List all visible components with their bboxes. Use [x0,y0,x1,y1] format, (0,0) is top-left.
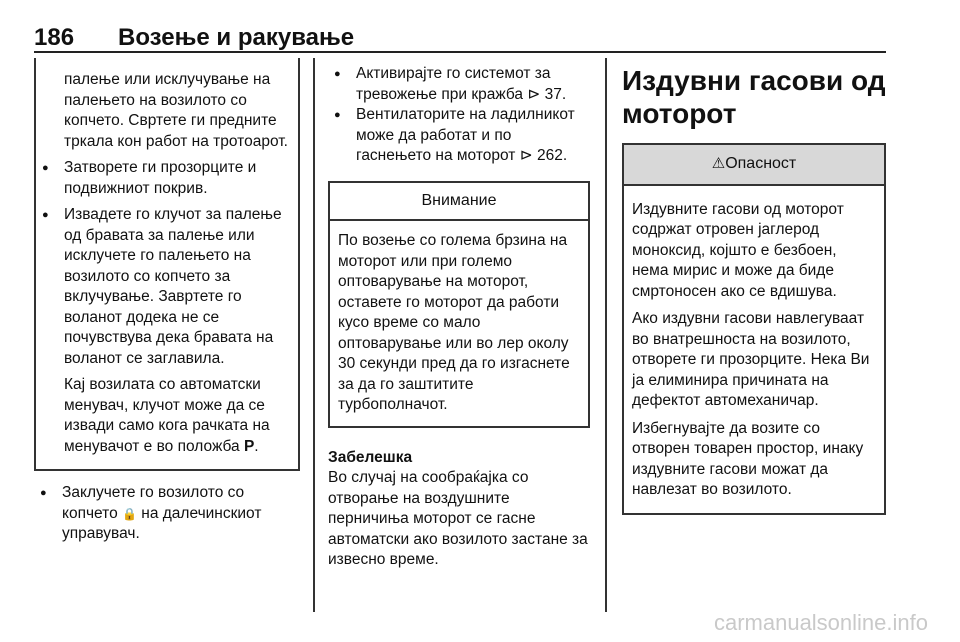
list-item-text: Затворете ги прозорците и подвижниот покрив. [64,159,257,197]
section-title: Издувни гасови од моторот [622,65,886,129]
page-number: 186 [34,24,75,51]
column-divider-1 [313,58,315,612]
list-item-text: на далечинскиот управувач. [62,504,262,542]
note-title: Забелешка [328,448,413,466]
column-3 [622,64,886,515]
box-paragraph: палење или исклучување на палењето на возилото со копчето. Свртете ги предните тркала кон работ на тротоарот. [64,71,288,150]
watermark: carmanualsonline.info [713,610,928,635]
danger-paragraph: Избегнувајте да возите со отворен товарен простор, инаку издувните гасови можат да навлезат во возилото. [632,419,864,498]
column-2 [328,64,590,571]
header-rule [34,51,886,53]
list-item-text: Вентилаторите на ладилникот може да работат и по гаснењето на моторот [356,106,575,164]
danger-header [624,145,884,186]
reference-arrow-icon: ⊳ [519,147,533,164]
warning-triangle-icon: ⚠ [711,155,726,172]
list-item [36,158,292,199]
danger-body [624,186,884,513]
gear-position-p: P [243,437,255,455]
page-reference: 37. [544,85,567,103]
danger-paragraph: Ако издувни гасови навлегуваат во внатрешноста на возилото, отворете ги прозорците. Нека Ви ја елиминира причината на дефектот автомеханичар. [632,310,870,409]
text-run: Кај возилата со автоматски менувач, клучот може да се извади само кога рачката на менувачот е во положба [64,376,270,455]
list-item [328,105,590,167]
box-paragraph-automatic [64,375,292,457]
caution-box [328,181,590,428]
note-body: Во случај на сообраќајка со отворање на воздушните перничиња моторот се гасне автоматски ако возилото застане за извесно време. [328,469,588,568]
list-item [36,205,292,369]
page-title: Возење и ракување [118,24,355,51]
column-1 [34,58,300,545]
danger-title: Опасност [725,155,797,172]
list-item-text: Активирајте го системот за тревожење при кражба [356,65,551,103]
caution-body: По возење со голема брзина на моторот или при големо оптоварување на моторот, оставете го моторот да работи кусо време со мало оптоварување или во лер околу 30 секунди пред да го изгаснете за да го заштитите турбополначот. [338,232,570,413]
danger-paragraph: Издувните гасови од моторот содржат отровен јаглерод моноксид, којшто е безбоен, нема мирис и може да биде смртоносен ако се вдишува. [632,200,844,300]
list-item [34,483,300,545]
reference-arrow-icon: ⊳ [527,85,541,103]
list-item-text: Заклучете го возилото со копчето [62,484,245,522]
continued-box [34,58,300,471]
column-divider-2 [605,58,607,612]
page-reference: 262. [537,147,568,164]
text-run: . [254,437,259,455]
lock-icon: 🔒 [122,506,137,521]
list-item [328,64,590,105]
caution-title: Внимание [330,183,588,222]
page-header [34,24,886,54]
danger-box [622,143,886,515]
list-item-text: Извадете го клучот за палење од бравата за палење или исклучете го палењето на возилото со копчето за вклучување. Завртете го воланот додека не се почувствува дека бравата на воланот се заглавила. [64,206,282,367]
